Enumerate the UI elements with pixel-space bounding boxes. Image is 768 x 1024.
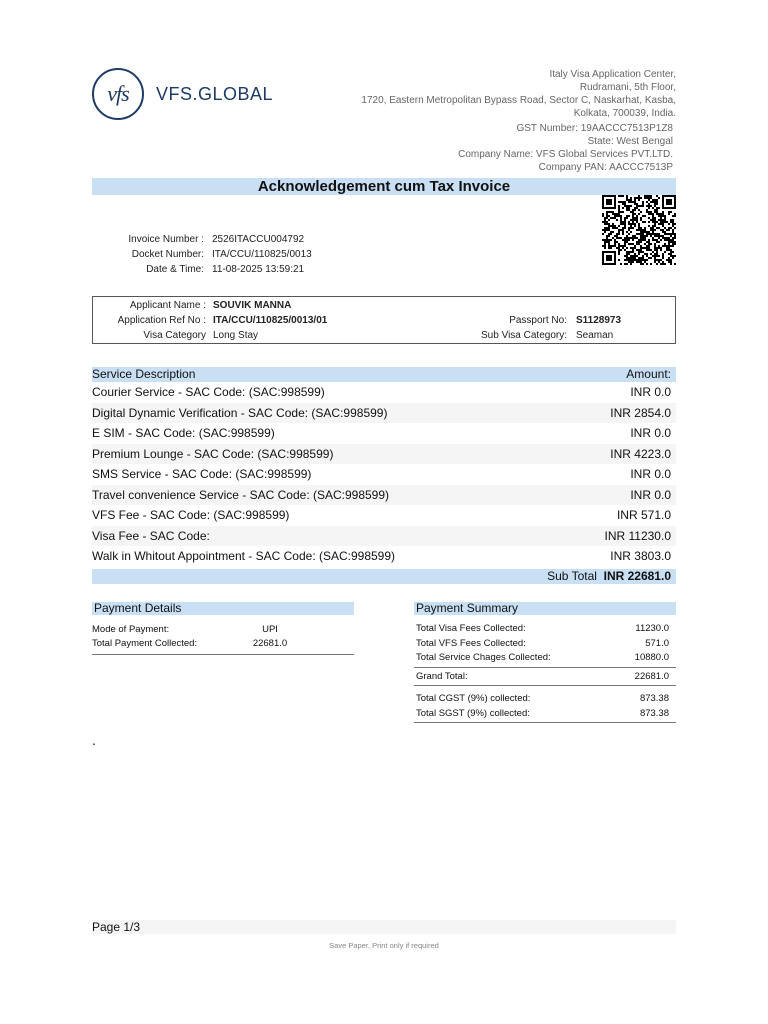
address-line: Rudramani, 5th Floor, — [579, 82, 676, 93]
sub-visa-label: Sub Visa Category: — [481, 330, 567, 341]
service-desc: VFS Fee - SAC Code: (SAC:998599) — [92, 508, 290, 522]
cgst-label: Total CGST (9%) collected: — [416, 693, 531, 704]
invoice-meta — [92, 232, 312, 277]
page-number: Page 1/3 — [92, 920, 676, 934]
service-desc: Premium Lounge - SAC Code: (SAC:998599) — [92, 446, 334, 461]
payment-mode-row — [92, 623, 354, 637]
services-header — [92, 367, 676, 382]
table-row — [92, 403, 676, 424]
table-row — [92, 444, 676, 465]
passport-label: Passport No: — [509, 315, 567, 326]
vfs-fees-row — [414, 637, 676, 652]
center-address — [316, 68, 676, 120]
payment-mode-value: UPI — [262, 624, 278, 635]
company-name: Company Name: VFS Global Services PVT.LTD. — [458, 149, 673, 160]
invoice-number-label: Invoice Number : — [128, 234, 204, 245]
passport-value: S1128973 — [576, 315, 622, 326]
service-amount: INR 3803.0 — [610, 549, 671, 563]
sgst-label: Total SGST (9%) collected: — [416, 707, 530, 719]
table-row — [92, 485, 676, 506]
company-pan: Company PAN: AACCC7513P — [538, 162, 673, 173]
visa-fees-value: 11230.0 — [635, 623, 669, 634]
payment-details-title: Payment Details — [92, 602, 354, 615]
sgst-row — [414, 707, 676, 722]
visa-fees-row — [414, 622, 676, 637]
service-amount: INR 0.0 — [630, 426, 671, 440]
table-row — [92, 464, 676, 485]
service-desc: Travel convenience Service - SAC Code: (SAC:998599) — [92, 487, 390, 502]
subtotal-value: INR 22681.0 — [603, 568, 671, 583]
vfs-logo-text: VFS.GLOBAL — [156, 84, 274, 104]
table-row — [92, 505, 676, 526]
company-info — [313, 122, 673, 174]
grand-total-value: 22681.0 — [634, 670, 669, 682]
docket-number-value: ITA/CCU/110825/0013 — [212, 249, 312, 260]
service-desc: Visa Fee - SAC Code: — [92, 528, 210, 543]
service-amount: INR 4223.0 — [610, 446, 671, 461]
table-row — [92, 382, 676, 403]
payment-mode-label: Mode of Payment: — [92, 624, 170, 635]
grand-total-label: Grand Total: — [416, 670, 468, 682]
payment-total-row — [92, 637, 354, 651]
service-amount: INR 0.0 — [630, 467, 671, 481]
datetime-row — [92, 262, 312, 277]
amount-header: Amount: — [626, 367, 671, 381]
sub-visa-value: Seaman — [576, 330, 614, 341]
payment-total-label: Total Payment Collected: — [92, 638, 198, 649]
footer-note: Save Paper, Print only if required — [329, 941, 439, 950]
applicant-box — [92, 296, 676, 344]
cgst-row — [414, 692, 676, 707]
payment-details — [92, 602, 354, 655]
visa-category-row — [93, 328, 675, 343]
grand-total-row — [414, 670, 676, 685]
table-row — [92, 423, 676, 444]
service-charges-value: 10880.0 — [634, 652, 669, 663]
docket-number-label: Docket Number: — [131, 249, 204, 260]
service-charges-row — [414, 651, 676, 666]
service-amount: INR 2854.0 — [610, 405, 671, 420]
service-amount: INR 571.0 — [616, 508, 671, 522]
address-line: Italy Visa Application Center, — [549, 69, 676, 80]
subtotal-label: Sub Total — [547, 568, 597, 583]
payment-summary-title: Payment Summary — [414, 602, 676, 615]
table-row — [92, 526, 676, 547]
payment-summary — [414, 602, 676, 723]
gst-number: GST Number: 19AACCC7513P1Z8 — [516, 123, 673, 134]
datetime-value: 11-08-2025 13:59:21 — [212, 264, 305, 275]
service-desc: SMS Service - SAC Code: (SAC:998599) — [92, 467, 312, 481]
applicant-name-label: Applicant Name : — [129, 300, 206, 311]
service-charges-label: Total Service Chages Collected: — [416, 652, 551, 663]
service-desc: Courier Service - SAC Code: (SAC:998599) — [92, 385, 325, 399]
datetime-label: Date & Time: — [146, 264, 204, 275]
tax-group — [414, 692, 676, 723]
visa-fees-label: Total Visa Fees Collected: — [416, 623, 526, 634]
fees-group — [414, 622, 676, 668]
service-amount: INR 0.0 — [630, 385, 671, 399]
payment-total-value: 22681.0 — [252, 638, 288, 649]
dot-mark: . — [92, 732, 96, 748]
service-desc: Walk in Whitout Appointment - SAC Code: (SAC:998599) — [92, 549, 396, 563]
visa-category-label: Visa Category — [143, 330, 206, 341]
application-ref-row — [93, 313, 675, 328]
vfs-logo-mark: vfs — [92, 68, 144, 120]
visa-category-value: Long Stay — [213, 330, 259, 341]
subtotal-row — [92, 569, 676, 584]
service-description-header: Service Description — [92, 367, 196, 381]
qr-code-icon — [602, 195, 676, 265]
address-line: 1720, Eastern Metropolitan Bypass Road, Sector C, Naskarhat, Kasba, — [361, 95, 676, 106]
payment-details-body — [92, 623, 354, 655]
vfs-fees-value: 571.0 — [645, 637, 669, 649]
sgst-value: 873.38 — [639, 707, 669, 719]
services-table — [92, 367, 676, 584]
table-row — [92, 546, 676, 567]
vfs-fees-label: Total VFS Fees Collected: — [416, 637, 526, 649]
docket-number-row — [92, 247, 312, 262]
application-ref-label: Application Ref No : — [117, 315, 206, 326]
applicant-name-value: SOUVIK MANNA — [213, 300, 292, 311]
cgst-value: 873.38 — [639, 693, 669, 704]
invoice-number-value: 2526ITACCU004792 — [212, 234, 305, 245]
service-desc: Digital Dynamic Verification - SAC Code: (SAC:998599) — [92, 405, 388, 420]
invoice-number-row — [92, 232, 312, 247]
document-title: Acknowledgement cum Tax Invoice — [92, 178, 676, 195]
applicant-name-row — [93, 298, 675, 313]
address-line: Kolkata, 700039, India. — [573, 108, 676, 119]
service-desc: E SIM - SAC Code: (SAC:998599) — [92, 426, 275, 440]
service-amount: INR 11230.0 — [604, 528, 671, 543]
application-ref-value: ITA/CCU/110825/0013/01 — [213, 315, 328, 326]
company-state: State: West Bengal — [587, 136, 673, 147]
service-amount: INR 0.0 — [630, 487, 671, 502]
grand-total-group — [414, 670, 676, 687]
